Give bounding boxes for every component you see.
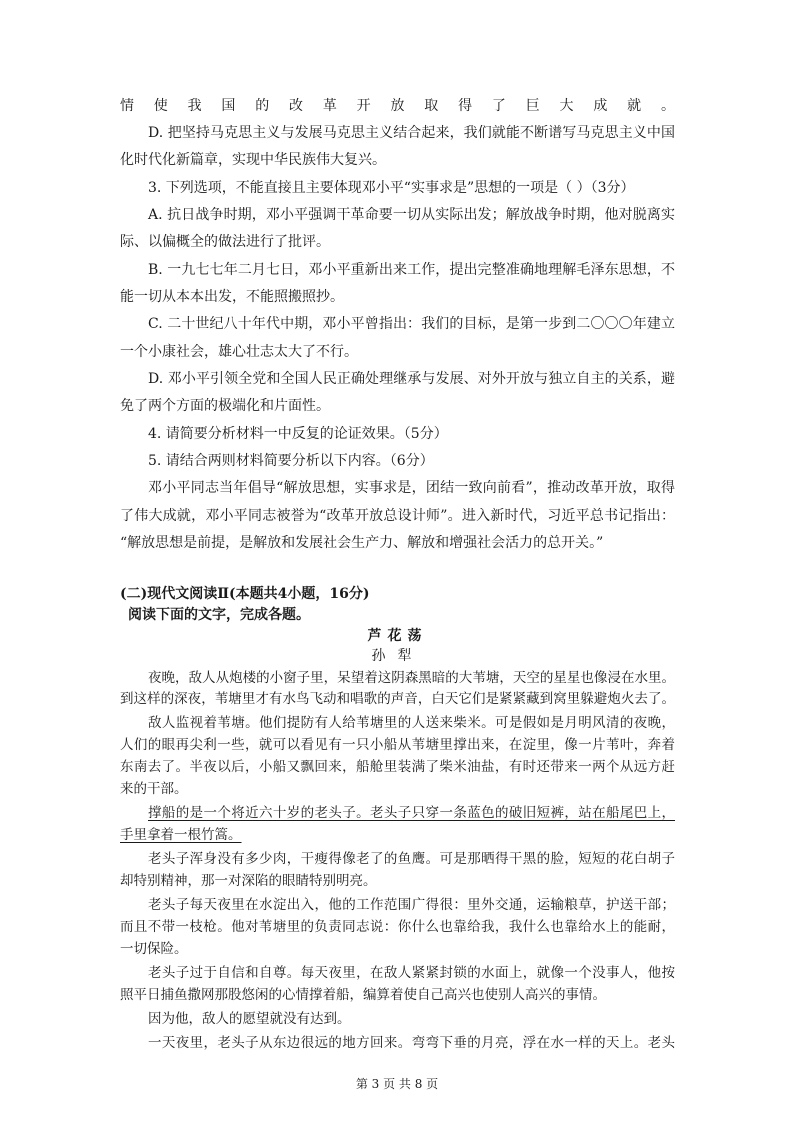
story-line: 老头子浑身没有多少肉，干瘦得像老了的鱼鹰。可是那晒得干黑的脸，短短的花白胡子 — [148, 851, 675, 867]
question-4: 4. 请简要分析材料一中反复的论证效果。（5分） — [148, 426, 448, 442]
option-b-line: B. 一九七七年二月七日，邓小平重新出来工作，提出完整准确地理解毛泽东思想，不 — [148, 262, 675, 278]
paragraph-line: 了伟大成就，邓小平同志被誉为“改革开放总设计师”。进入新时代，习近平总书记指出： — [120, 508, 675, 524]
story-line: 一天夜里，老头子从东边很远的地方回来。弯弯下垂的月亮，浮在水一样的天上。老头 — [148, 1035, 675, 1051]
story-line: 老头子每天夜里在水淀出入，他的工作范围广得很：里外交通，运输粮草，护送干部； — [148, 897, 675, 913]
story-title: 芦花荡 — [367, 628, 428, 644]
story-line: 老头子过于自信和自尊。每天夜里，在敌人紧紧封锁的水面上，就像一个没事人，他按 — [148, 965, 675, 981]
story-line: 因为他，敌人的愿望就没有达到。 — [148, 1011, 351, 1027]
option-d-line: D. 把坚持马克思主义与发展马克思主义结合起来，我们就能不断谱写马克思主义中国 — [148, 125, 675, 141]
paragraph-line: 邓小平同志当年倡导“解放思想，实事求是，团结一致向前看”，推动改革开放，取得 — [148, 480, 675, 496]
story-line: 一切保险。 — [120, 941, 188, 957]
question-3: 3. 下列选项，不能直接且主要体现邓小平“实事求是”思想的一项是（ ）（3分） — [148, 180, 635, 196]
paragraph-line: 免了两个方面的极端化和片面性。 — [120, 398, 330, 414]
story-line: 人们的眼再尖利一些，就可以看见有一只小船从苇塘里撑出来，在淀里，像一片苇叶，奔着 — [120, 737, 675, 753]
option-c-line: C. 二十世纪八十年代中期，邓小平曾指出：我们的目标，是第一步到二〇〇〇年建立 — [148, 316, 675, 332]
question-5: 5. 请结合两则材料简要分析以下内容。（6分） — [148, 453, 434, 469]
reading-instruction: 阅读下面的文字，完成各题。 — [128, 607, 310, 623]
paragraph-line: 情使我国的改革开放取得了巨大成就。 — [120, 98, 675, 114]
paragraph-line: 化时代化新篇章，实现中华民族伟大复兴。 — [120, 152, 386, 168]
section-heading: (二)现代文阅读Ⅱ(本题共4小题，16分) — [120, 586, 370, 602]
story-line: 敌人监视着苇塘。他们提防有人给苇塘里的人送来柴米。可是假如是月明风清的夜晚， — [148, 715, 675, 731]
story-line: 而且不带一枝枪。他对苇塘里的负责同志说：你什么也靠给我，我什么也靠给水上的能耐， — [120, 919, 675, 935]
story-author: 孙犁 — [371, 648, 424, 664]
paragraph-line: “解放思想是前提，是解放和发展社会生产力、解放和增强社会活力的总开关。” — [120, 535, 604, 551]
story-line: 东南去了。半夜以后，小船又飘回来，船舱里装满了柴米油盐，有时还带来一两个从远方赶 — [120, 759, 675, 775]
story-line: 却特别精神，那一对深陷的眼睛特别明亮。 — [120, 873, 377, 889]
paragraph-line: 际、以偏概全的做法进行了批评。 — [120, 234, 330, 250]
paragraph-line: 能一切从本本出发，不能照搬照抄。 — [120, 289, 344, 305]
option-d-line: D. 邓小平引领全党和全国人民正确处理继承与发展、对外开放与独立自主的关系，避 — [148, 371, 675, 387]
story-line: 来的干部。 — [120, 781, 188, 797]
option-a-line: A. 抗日战争时期，邓小平强调干革命要一切从实际出发；解放战争时期，他对脱离实 — [148, 207, 675, 223]
story-line: 到这样的深夜，苇塘里才有水鸟飞动和唱歌的声音，白天它们是紧紧藏到窝里躲避炮火去了。 — [120, 691, 675, 707]
story-line: 夜晚，敌人从炮楼的小窗子里，呆望着这阴森黑暗的大苇塘，天空的星星也像浸在水里。 — [148, 670, 675, 686]
story-line-underlined: 撑船的是一个将近六十岁的老头子。老头子只穿一条蓝色的破旧短裤，站在船尾巴上， — [148, 805, 675, 821]
paragraph-line: 一个小康社会，雄心壮志太大了不行。 — [120, 344, 358, 360]
story-line: 照平日捕鱼撒网那股悠闲的心情撑着船，编算着使自己高兴也使别人高兴的事情。 — [120, 987, 606, 1003]
story-line-underlined: 手里拿着一根竹篙。 — [120, 827, 242, 843]
page-footer: 第 3 页 共 8 页 — [355, 1077, 439, 1091]
